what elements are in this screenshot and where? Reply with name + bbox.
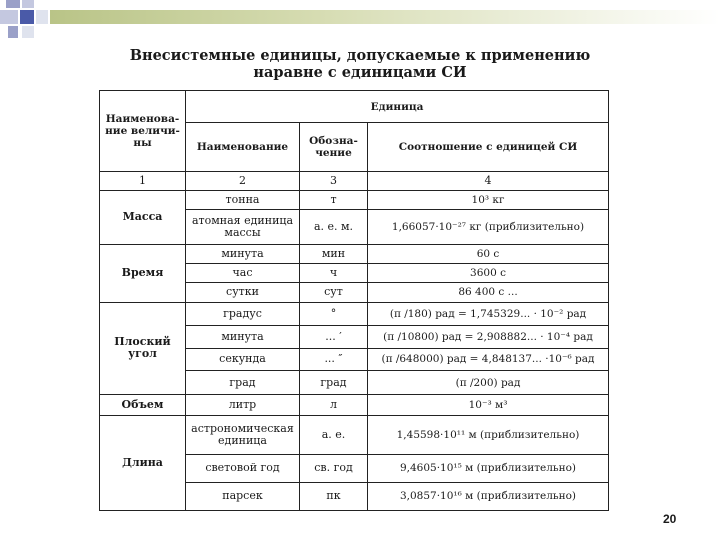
unit-symbol: сут [300,283,368,302]
unit-relation: (π /10800) рад = 2,908882... · 10⁻⁴ рад [368,326,609,349]
unit-relation: 10⁻³ м³ [368,394,609,415]
unit-relation: 60 с [368,244,609,263]
unit-name: световой год [186,455,300,483]
unit-symbol: град [300,371,368,395]
header-relation: Соотношение с единицей СИ [368,123,609,171]
unit-symbol: св. год [300,455,368,483]
unit-symbol: ° [300,302,368,326]
unit-relation: 86 400 с ... [368,283,609,302]
title-line-2: наравне с единицами СИ [253,64,467,81]
header-unit: Единица [186,91,609,123]
unit-relation: (π /180) рад = 1,745329... · 10⁻² рад [368,302,609,326]
header-gradient-bar [50,10,720,24]
header-unit-symbol: Обозна-чение [300,123,368,171]
unit-symbol: пк [300,482,368,510]
col-number: 3 [300,171,368,190]
table-row [100,394,609,415]
unit-symbol: мин [300,244,368,263]
corner-decoration [0,0,720,40]
unit-name: астрономическая единица [186,416,300,455]
unit-name: минута [186,244,300,263]
unit-relation: (π /648000) рад = 4,848137... ·10⁻⁶ рад [368,348,609,371]
unit-name: час [186,263,300,282]
unit-name: атомная единица массы [186,210,300,244]
quantity-plane-angle: Плоский угол [100,302,186,394]
col-number: 2 [186,171,300,190]
unit-symbol: ч [300,263,368,282]
unit-symbol: а. е. м. [300,210,368,244]
quantity-volume: Объем [100,394,186,415]
unit-relation: 9,4605·10¹⁵ м (приблизительно) [368,455,609,483]
unit-name: градус [186,302,300,326]
unit-symbol: ... ″ [300,348,368,371]
unit-name: сутки [186,283,300,302]
unit-symbol: т [300,190,368,209]
unit-name: тонна [186,190,300,209]
unit-relation: 1,45598·10¹¹ м (приблизительно) [368,416,609,455]
quantity-length: Длина [100,416,186,511]
slide-title [0,47,720,81]
header-quantity: Наименова-ние величи-ны [100,91,186,172]
unit-relation: 10³ кг [368,190,609,209]
unit-symbol: л [300,394,368,415]
col-number: 1 [100,171,186,190]
quantity-mass: Масса [100,190,186,244]
unit-name: литр [186,394,300,415]
table-row [100,302,609,326]
units-table [99,90,609,511]
table-row [100,190,609,209]
unit-name: парсек [186,482,300,510]
unit-symbol: а. е. [300,416,368,455]
quantity-time: Время [100,244,186,302]
unit-relation: 1,66057·10⁻²⁷ кг (приблизительно) [368,210,609,244]
unit-name: град [186,371,300,395]
unit-relation: 3600 с [368,263,609,282]
unit-relation: (π /200) рад [368,371,609,395]
col-number: 4 [368,171,609,190]
title-line-1: Внесистемные единицы, допускаемые к применению [129,47,591,64]
header-unit-name: Наименование [186,123,300,171]
unit-relation: 3,0857·10¹⁶ м (приблизительно) [368,482,609,510]
unit-symbol: ... ′ [300,326,368,349]
table-row [100,416,609,455]
unit-name: минута [186,326,300,349]
table-row [100,244,609,263]
page-number: 20 [663,512,677,526]
unit-name: секунда [186,348,300,371]
